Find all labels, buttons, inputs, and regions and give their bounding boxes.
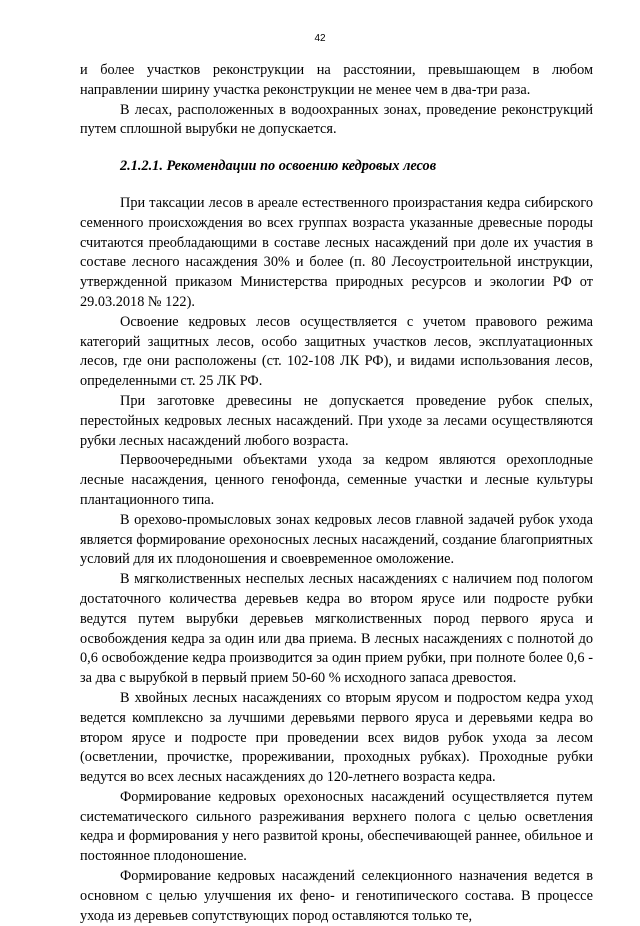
paragraph-taxation: При таксации лесов в ареале естественного произрастания кедра сибирского семенного происхождения во всех группах возраста указанные древесные породы считаются преобладающими в составе лесных насаждений при доле их участия в составе лесного насаждения 30% и более (п. 80 Лесоустроительной инструкции, утвержденной приказом Министерства природных ресурсов и экологии РФ от 29.03.2018 № 122). (80, 194, 593, 310)
document-body (80, 61, 593, 926)
paragraph-softwood-stands: В мягколиственных неспелых лесных насаждениях с наличием под пологом достаточного количества деревьев кедра во втором ярусе или подросте рубки ведутся путем вырубки деревьев мягколиственных пород первого яруса и освобождения кедра за один или два приема. В лесных насаждениях с полнотой до 0,6 освобождение кедра производится за один прием рубки, при полноте более 0,6 - за два с вырубкой в первый прием 50-60 % исходного запаса древостоя. (80, 571, 593, 687)
section-heading: 2.1.2.1. Рекомендации по освоению кедровых лесов (120, 158, 437, 175)
paragraph-nut-bearing-formation: Формирование кедровых орехоносных насаждений осуществляется путем систематического сильного разреживания верхнего полога с целью осветления кедра и формирования у него развитой кроны, обеспечивающей раннее, обильное и постоянное плодоношение. (80, 788, 593, 865)
paragraph-development: Освоение кедровых лесов осуществляется с учетом правового режима категорий защитных лесов, особо защитных участков лесов, эксплуатационных лесов, где они расположены (ст. 102-108 ЛК РФ), и видами использования лесов, определенными ст. 25 ЛК РФ. (80, 313, 593, 390)
paragraph-harvesting: При заготовке древесины не допускается проведение рубок спелых, перестойных кедровых лесных насаждений. При уходе за лесами осуществляются рубки лесных насаждений любого возраста. (80, 392, 593, 449)
paragraph-continued: и более участков реконструкции на расстоянии, превышающем в любом направлении ширину участка реконструкции не менее чем в два-три раза. (80, 62, 593, 98)
paragraph-selection-formation: Формирование кедровых насаждений селекционного назначения ведется в основном с целью улучшения их фено- и генотипического состава. В процессе ухода из деревьев сопутствующих пород оставляются только те, (80, 868, 593, 924)
paragraph-priority-objects: Первоочередными объектами ухода за кедром являются орехоплодные лесные насаждения, ценного генофонда, семенные участки и лесные культуры плантационного типа. (80, 452, 593, 508)
paragraph-conifer-stands: В хвойных лесных насаждениях со вторым ярусом и подростом кедра уход ведется комплексно за лучшими деревьями первого яруса и деревьями кедра во втором ярусе и подросте при проведении всех видов рубок ухода за лесом (осветлении, прочистке, прореживании, проходных рубках). Проходные рубки ведутся во всех лесных насаждениях до 120-летнего возраста кедра. (80, 689, 593, 786)
paragraph-water-protection: В лесах, расположенных в водоохранных зонах, проведение реконструкций путем сплошной вырубки не допускается. (80, 101, 593, 138)
page-number: 42 (314, 33, 326, 44)
paragraph-nut-zones: В орехово-промысловых зонах кедровых лесов главной задачей рубок ухода является формирование орехоносных лесных насаждений, создание благоприятных условий для их плодоношения и своевременное омоложение. (80, 511, 593, 568)
